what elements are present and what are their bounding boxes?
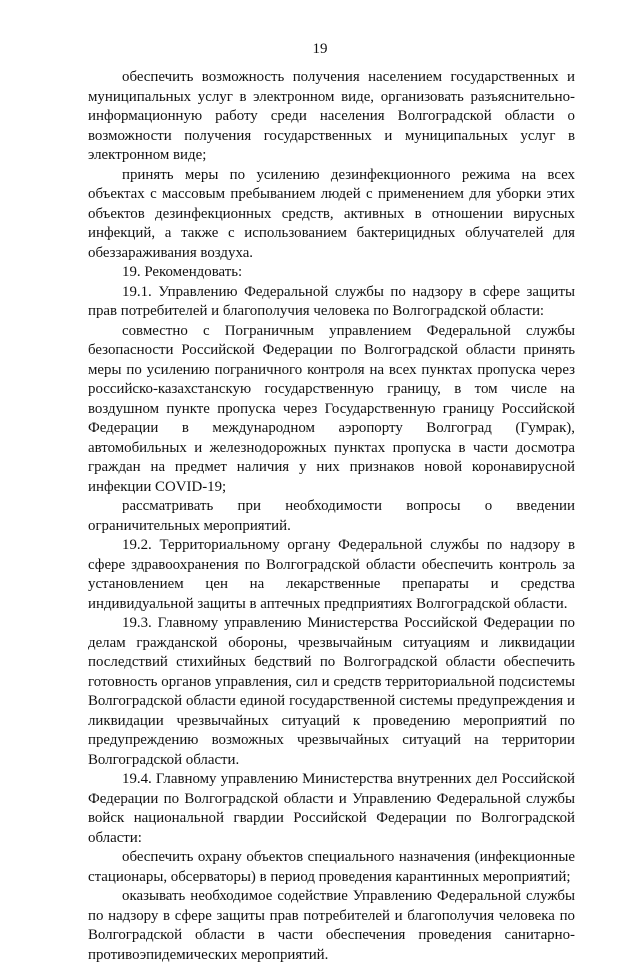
document-body [88,68,575,965]
paragraph-disinfection: принять меры по усилению дезинфекционного режима на всех объектах с массовым пребыванием людей с применением для уборки этих объектов дезинфекционных средств, активных в отношении вирусных инфекций, а также с использованием бактерицидных облучателей для обеззараживания воздуха. [88,166,575,261]
paragraph-19-2: 19.2. Территориальному органу Федеральной службы по надзору в сфере здравоохранения по Волгоградской области обеспечить контроль за установлением цен на лекарственные препараты и средства индивидуальной защиты в аптечных предприятиях Волгоградской области. [88,537,575,612]
paragraph-19-recommend: 19. Рекомендовать: [122,264,243,280]
paragraph-electronic-services: обеспечить возможность получения населением государственных и муниципальных услуг в электронном виде, организовать разъяснительно-информационную работу среди населения Волгоградской области о возможности получения государственных и муниципальных услуг в электронном виде; [88,69,575,163]
paragraph-border-control: совместно с Пограничным управлением Федеральной службы безопасности Российской Федерации по Волгоградской области принять меры по усилению пограничного контроля на всех пунктах пропуска через российско-казахстанскую государственную границу, в том числе на воздушном пункте пропуска через Государственную границу Российской Федерации в международном аэропорту Волгоград (Гумрак), автомобильных и железнодорожных пунктах пропуска в части досмотра граждан на предмет наличия у них признаков новой коронавирусной инфекции COVID-19; [88,322,575,495]
paragraph-security-objects: обеспечить охрану объектов специального назначения (инфекционные стационары, обсерваторы) в период проведения карантинных мероприятий; [88,849,575,885]
page-number: 19 [312,41,328,57]
paragraph-19-3: 19.3. Главному управлению Министерства Российской Федерации по делам гражданской обороны, чрезвычайным ситуациям и ликвидации последствий стихийных бедствий по Волгоградской области обеспечить готовность органов управления, сил и средств территориальной подсистемы Волгоградской области единой государственной системы предупреждения и ликвидации чрезвычайных ситуаций к проведению мероприятий по предупреждению возможных чрезвычайных ситуаций на территории Волгоградской области. [88,615,575,768]
paragraph-19-1: 19.1. Управлению Федеральной службы по надзору в сфере защиты прав потребителей и благополучия человека по Волгоградской области: [88,283,575,319]
paragraph-restrictive-measures: рассматривать при необходимости вопросы о введении ограничительных мероприятий. [88,498,575,534]
paragraph-19-4: 19.4. Главному управлению Министерства внутренних дел Российской Федерации по Волгоградской области и Управлению Федеральной службы войск национальной гвардии Российской Федерации по Волгоградской области: [88,771,575,846]
paragraph-assistance: оказывать необходимое содействие Управлению Федеральной службы по надзору в сфере защиты прав потребителей и благополучия человека по Волгоградской области в части обеспечения проведения санитарно-противоэпидемических мероприятий. [88,888,575,963]
